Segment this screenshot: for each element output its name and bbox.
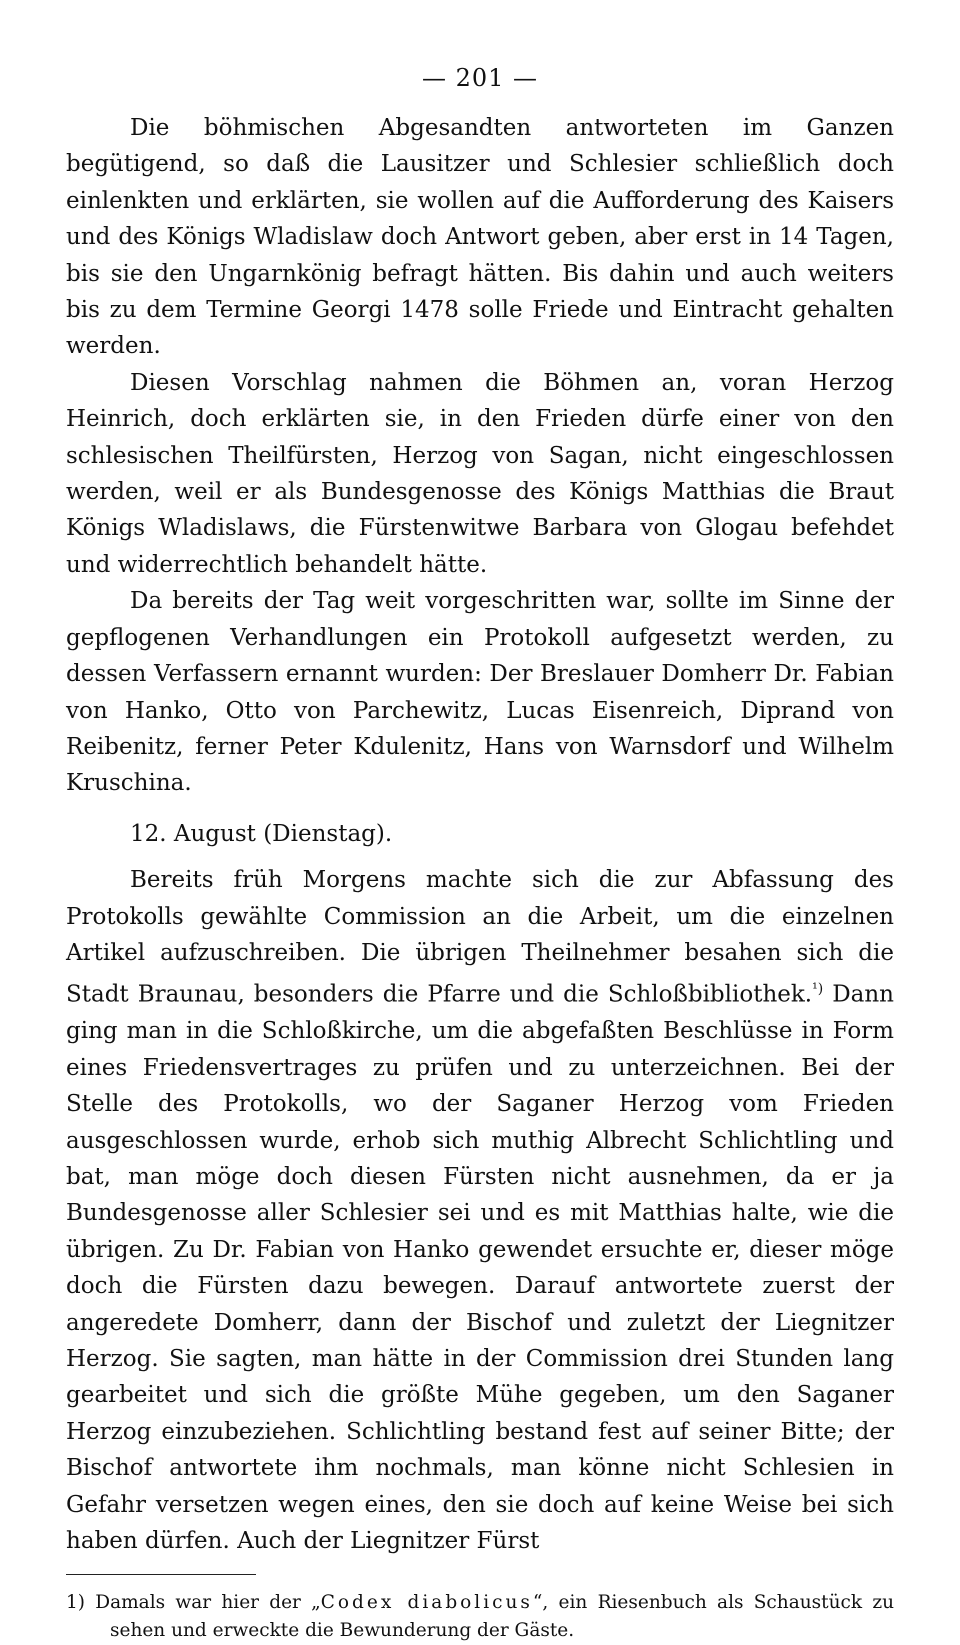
paragraph-4-part-1: Bereits früh Morgens machte sich die zur Abfassung des Protokolls gewählte Commission an die Arbeit, um die einzelnen Artikel aufzuschreiben. Die übrigen Theilnehmer besahen sich die Stadt Braunau, besonders die Pfarre und die Schloßbibliothek. xyxy=(66,867,894,1008)
page-number: — 201 — xyxy=(421,64,539,92)
paragraph-1: Die böhmischen Abgesandten antworteten im Ganzen begütigend, so daß die Lausitzer und Schlesier schließlich doch einlenkten und erklärten, sie wollen auf die Aufforderung des Kaisers und des Königs Wladislaw doch Antwort geben, aber erst in 14 Tagen, bis sie den Ungarnkönig befragt hätten. Bis dahin und auch weiters bis zu dem Termine Georgi 1478 solle Friede und Eintracht gehalten werden. xyxy=(66,115,894,360)
paragraph-4 xyxy=(66,862,894,1559)
footnote-divider xyxy=(66,1574,256,1575)
body-text xyxy=(66,110,894,1560)
footnote-text-1: Damals war hier der „ xyxy=(85,1591,321,1613)
date-heading: 12. August (Dienstag). xyxy=(130,820,393,847)
footnote-number: 1) xyxy=(66,1591,85,1613)
paragraph-3: Da bereits der Tag weit vorgeschritten war, sollte im Sinne der gepflogenen Verhandlungen ein Protokoll aufgesetzt werden, zu dessen Verfassern ernannt wurden: Der Breslauer Domherr Dr. Fabian von Hanko, Otto von Parchewitz, Lucas Eisenreich, Diprand von Reibenitz, ferner Peter Kdulenitz, Hans von Warnsdorf und Wilhelm Kruschina. xyxy=(66,588,894,797)
footnote-text-2: “, ein Riesenbuch als Schaustück zu sehen und erweckte die Bewunderung der Gäste. xyxy=(110,1591,894,1641)
footnote xyxy=(66,1589,894,1645)
paragraph-4-part-2: Dann ging man in die Schloßkirche, um die abgefaßten Beschlüsse in Form eines Friedensvertrages zu prüfen und zu unterzeichnen. Bei der Stelle des Protokolls, wo der Saganer Herzog vom Frieden ausgeschlossen wurde, erhob sich muthig Albrecht Schlichtling und bat, man möge doch diesen Fürsten nicht ausnehmen, da er ja Bundesgenosse aller Schlesier sei und es mit Matthias halte, wie die übrigen. Zu Dr. Fabian von Hanko gewendet ersuchte er, dieser möge doch die Fürsten dazu bewegen. Darauf antwortete zuerst der angeredete Domherr, dann der Bischof und zuletzt der Liegnitzer Herzog. Sie sagten, man hätte in der Commission drei Stunden lang gearbeitet und sich die größte Mühe gegeben, um den Saganer Herzog einzubeziehen. Schlichtling bestand fest auf seiner Bitte; der Bischof antwortete ihm nochmals, man könne nicht Schlesien in Gefahr versetzen wegen eines, den sie doch auf keine Weise bei sich haben dürfen. Auch der Liegnitzer Fürst xyxy=(66,982,894,1555)
footnote-codex-name: Codex diabolicus xyxy=(320,1591,533,1613)
footnote-reference: ¹) xyxy=(812,981,824,998)
paragraph-2: Diesen Vorschlag nahmen die Böhmen an, voran Herzog Heinrich, doch erklärten sie, in den Frieden dürfe einer von den schlesischen Theilfürsten, Herzog von Sagan, nicht eingeschlossen werden, weil er als Bundesgenosse des Königs Matthias die Braut Königs Wladislaws, die Fürstenwitwe Barbara von Glogau befehdet und widerrechtlich behandelt hätte. xyxy=(66,369,894,578)
